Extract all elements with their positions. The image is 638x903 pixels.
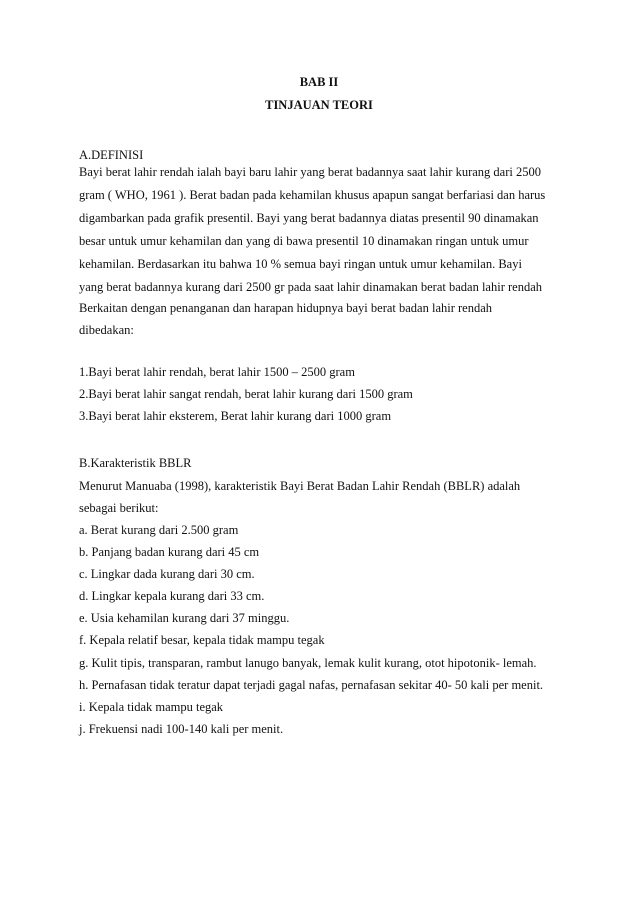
karakteristik-line: Menurut Manuaba (1998), karakteristik Bayi Berat Badan Lahir Rendah (BBLR) adalah — [79, 479, 521, 493]
list-item: g. Kulit tipis, transparan, rambut lanugo banyak, lemak kulit kurang, otot hipotonik- lemah. — [79, 656, 537, 670]
list-item: b. Panjang badan kurang dari 45 cm — [79, 545, 260, 559]
list-item: h. Pernafasan tidak teratur dapat terjadi gagal nafas, pernafasan sekitar 40- 50 kali per menit. — [79, 678, 544, 692]
definisi-line: yang berat badannya kurang dari 2500 gr pada saat lahir dinamakan berat badan lahir rendah — [79, 280, 543, 294]
list-item: 2.Bayi berat lahir sangat rendah, berat lahir kurang dari 1500 gram — [79, 387, 413, 401]
chapter-title: TINJAUAN TEORI — [265, 98, 373, 112]
list-item: i. Kepala tidak mampu tegak — [79, 700, 224, 714]
definisi-line: besar untuk umur kehamilan dan yang di bawa presentil 10 dinamakan ringan untuk umur — [79, 234, 529, 248]
definisi-line: kehamilan. Berdasarkan itu bahwa 10 % semua bayi ringan untuk umur kehamilan. Bayi — [79, 257, 522, 271]
list-item: 3.Bayi berat lahir eksterem, Berat lahir kurang dari 1000 gram — [79, 409, 392, 423]
definisi-line: Berkaitan dengan penanganan dan harapan hidupnya bayi berat badan lahir rendah — [79, 301, 493, 315]
list-item: 1.Bayi berat lahir rendah, berat lahir 1500 – 2500 gram — [79, 365, 355, 379]
list-item: d. Lingkar kepala kurang dari 33 cm. — [79, 589, 265, 603]
list-item: c. Lingkar dada kurang dari 30 cm. — [79, 567, 255, 581]
section-heading-definisi: A.DEFINISI — [79, 148, 144, 162]
definisi-line: gram ( WHO, 1961 ). Berat badan pada kehamilan khusus apapun sangat berfariasi dan harus — [79, 188, 546, 202]
definisi-line: digambarkan pada grafik presentil. Bayi yang berat badannya diatas presentil 90 dinamakan — [79, 211, 539, 225]
karakteristik-line: sebagai berikut: — [79, 501, 159, 515]
list-item: j. Frekuensi nadi 100-140 kali per menit. — [79, 722, 284, 736]
chapter-number: BAB II — [299, 75, 339, 89]
section-heading-karakteristik: B.Karakteristik BBLR — [79, 456, 192, 470]
definisi-line: dibedakan: — [79, 323, 134, 337]
list-item: a. Berat kurang dari 2.500 gram — [79, 523, 239, 537]
list-item: f. Kepala relatif besar, kepala tidak mampu tegak — [79, 633, 325, 647]
list-item: e. Usia kehamilan kurang dari 37 minggu. — [79, 611, 290, 625]
definisi-line: Bayi berat lahir rendah ialah bayi baru lahir yang berat badannya saat lahir kurang dari 2500 — [79, 165, 541, 179]
